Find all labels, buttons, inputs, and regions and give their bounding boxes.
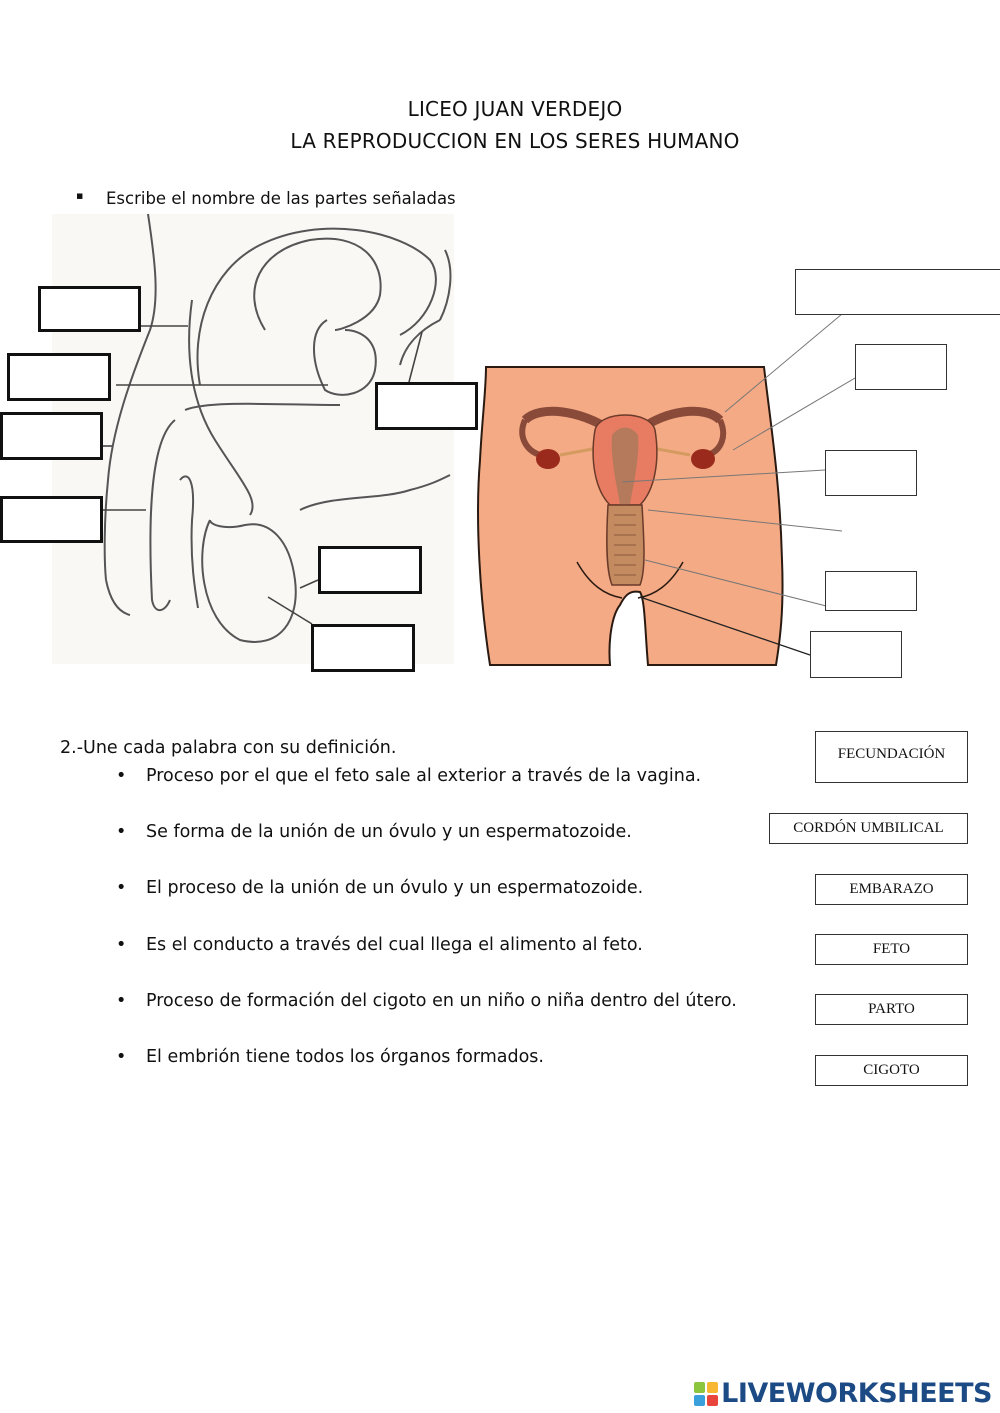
female-label-field-1[interactable] (795, 269, 1000, 315)
worksheet-title: LA REPRODUCCION EN LOS SERES HUMANO (290, 129, 740, 153)
word-feto[interactable]: FETO (815, 934, 968, 965)
section2-instruction: 2.-Une cada palabra con su definición. (60, 738, 397, 758)
definition-text: Es el conducto a través del cual llega el alimento al feto. (146, 935, 643, 955)
liveworksheets-logo (694, 1378, 992, 1409)
female-label-field-3[interactable] (825, 450, 917, 496)
logo-cubes-icon (694, 1382, 718, 1406)
male-label-field-3[interactable] (0, 412, 103, 460)
male-label-field-6[interactable] (318, 546, 422, 594)
bullet-icon: • (116, 822, 127, 842)
bullet-icon: • (116, 766, 127, 786)
male-label-field-1[interactable] (38, 286, 141, 332)
female-label-field-4[interactable] (825, 571, 917, 611)
definition-text: El embrión tiene todos los órganos formados. (146, 1047, 544, 1067)
bullet-icon: • (116, 1047, 127, 1067)
definition-text: El proceso de la unión de un óvulo y un espermatozoide. (146, 878, 644, 898)
male-label-field-5[interactable] (375, 382, 478, 430)
male-label-field-7[interactable] (311, 624, 415, 672)
bullet-icon: • (116, 991, 127, 1011)
male-label-field-2[interactable] (7, 353, 111, 401)
definition-text: Proceso de formación del cigoto en un niño o niña dentro del útero. (146, 991, 737, 1011)
school-name: LICEO JUAN VERDEJO (407, 97, 623, 121)
bullet-icon: • (116, 878, 127, 898)
definition-text: Se forma de la unión de un óvulo y un espermatozoide. (146, 822, 632, 842)
definition-text: Proceso por el que el feto sale al exterior a través de la vagina. (146, 766, 702, 786)
female-label-field-5[interactable] (810, 631, 902, 678)
word-parto[interactable]: PARTO (815, 994, 968, 1025)
logo-text: LIVEWORKSHEETS (721, 1378, 992, 1409)
word-embarazo[interactable]: EMBARAZO (815, 874, 968, 905)
word-cordon-umbilical[interactable]: CORDÓN UMBILICAL (769, 813, 968, 844)
square-bullet-icon: ▪ (76, 189, 84, 202)
male-label-field-4[interactable] (0, 496, 103, 543)
word-cigoto[interactable]: CIGOTO (815, 1055, 968, 1086)
section1-instruction: Escribe el nombre de las partes señaladas (106, 189, 456, 208)
word-fecundacion[interactable]: FECUNDACIÓN (815, 731, 968, 783)
male-diagram-background (52, 214, 454, 664)
female-label-field-2[interactable] (855, 344, 947, 390)
bullet-icon: • (116, 935, 127, 955)
